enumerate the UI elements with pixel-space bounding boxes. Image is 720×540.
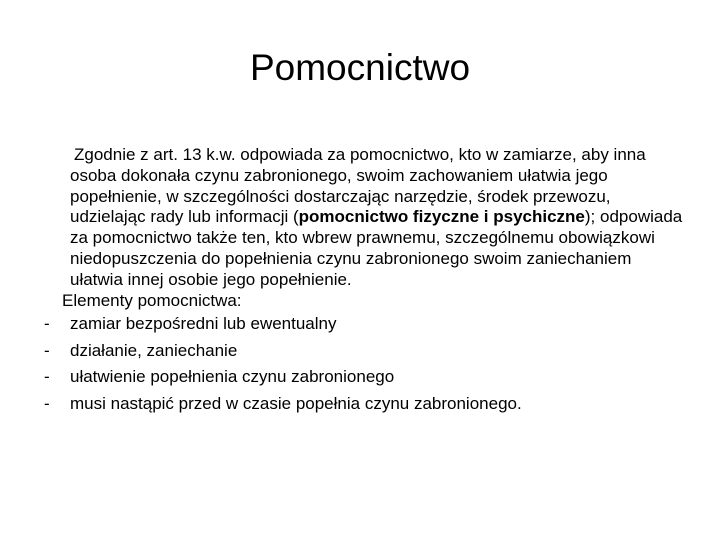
slide-title: Pomocnictwo	[249, 47, 471, 88]
list-item	[44, 391, 684, 417]
paragraph-text-part2: ); odpowiada za pomocnictwo także ten, kto wbrew prawnemu, szczególnemu obowiązkowi niedopuszczenia do popełnienia czynu zabronionego swoim zaniechaniem ułatwia innej osobie jego popełnienie.	[70, 207, 683, 289]
list-item-text: zamiar bezpośredni lub ewentualny	[70, 314, 337, 334]
elements-list	[44, 311, 684, 417]
dash-bullet: -	[44, 393, 50, 413]
paragraph-text-part1: Zgodnie z art. 13 k.w. odpowiada za pomocnictwo, kto w zamiarze, aby inna osoba dokonała czynu zabronionego, swoim zachowaniem ułatwia jego popełnienie, w szczególności dostarczając narzędzie, środek przewozu, udzielając rady lub informacji (	[70, 145, 646, 227]
elements-heading: Elementy pomocnictwa:	[62, 290, 242, 310]
dash-bullet: -	[44, 340, 50, 360]
list-item	[44, 338, 684, 364]
definition-paragraph	[44, 145, 684, 291]
slide-body	[44, 145, 684, 417]
list-item	[44, 311, 684, 337]
paragraph-bold-text: pomocnictwo fizyczne i psychiczne	[298, 207, 585, 227]
list-item-text: ułatwienie popełnienia czynu zabronionego	[70, 367, 395, 387]
list-item-text: musi nastąpić przed w czasie popełnia czynu zabronionego.	[70, 393, 522, 413]
list-item-text: działanie, zaniechanie	[70, 340, 238, 360]
list-item	[44, 364, 684, 390]
dash-bullet: -	[44, 314, 50, 334]
dash-bullet: -	[44, 367, 50, 387]
